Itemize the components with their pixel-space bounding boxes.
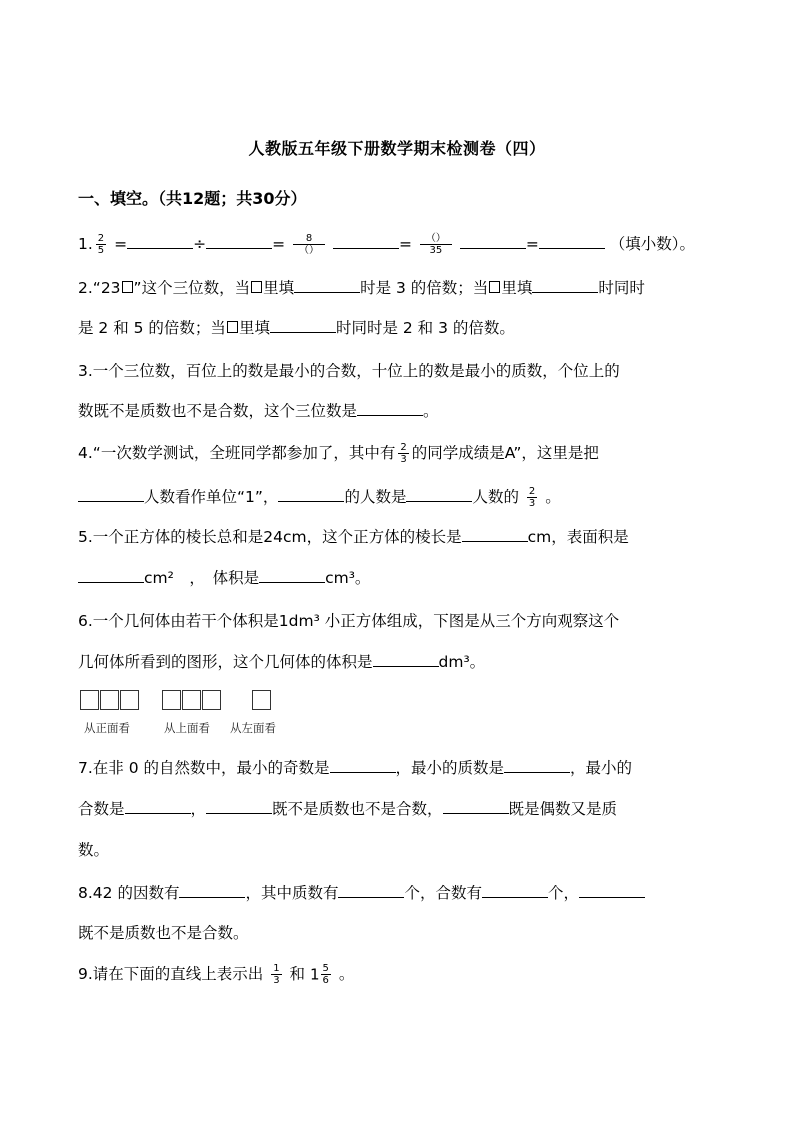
answer-blank[interactable] <box>330 756 396 773</box>
answer-blank[interactable] <box>78 566 144 583</box>
question-7-line-1: 7.在非 0 的自然数中，最小的奇数是 ，最小的质数是 ，最小的 <box>78 756 728 780</box>
fraction: $\frac{2}{5}$ <box>97 233 105 256</box>
question-5-line-2: cm² ， 体积是 cm³。 <box>78 566 728 590</box>
question-2-line-1: 2.“23 ”这个三位数，当 里填 时是 3 的倍数；当 里填 时同时 <box>78 276 728 300</box>
fraction: $\frac{2}{3}$ <box>400 442 407 465</box>
page-title: 人教版五年级下册数学期末检测卷（四） <box>248 139 546 158</box>
answer-blank[interactable] <box>125 797 191 814</box>
question-1: 1. $\frac{2}{5}$ = ÷ = $\frac{8}{()}$ = $\frac{()}{35}$ = （填小数）。 <box>78 233 696 256</box>
question-2-line-2: 是 2 和 5 的倍数；当 里填 时同时是 2 和 3 的倍数。 <box>78 316 728 340</box>
answer-blank[interactable] <box>373 650 439 667</box>
mixed-number: 1 $\frac{5}{6}$ <box>310 963 329 987</box>
question-4-line-2: 人数看作单位“1”， 的人数是 人数的 $\frac{2}{3}$ 。 <box>78 485 728 509</box>
question-6-line-2: 几何体所看到的图形，这个几何体的体积是 dm³。 <box>78 650 728 674</box>
fraction: $\frac{2}{3}$ <box>528 486 536 509</box>
answer-blank[interactable] <box>579 881 645 898</box>
fraction: $\frac{()}{35}$ <box>420 233 452 256</box>
answer-blank[interactable] <box>504 756 570 773</box>
square <box>120 690 139 710</box>
answer-blank[interactable] <box>270 316 336 333</box>
box-symbol <box>227 321 238 333</box>
question-3-line-1: 3.一个三位数，百位上的数是最小的合数，十位上的数是最小的质数，个位上的 <box>78 362 620 380</box>
answer-blank[interactable] <box>78 485 144 502</box>
question-3-line-2: 数既不是质数也不是合数，这个三位数是 。 <box>78 399 728 423</box>
answer-blank[interactable] <box>179 881 245 898</box>
square <box>162 690 181 710</box>
square <box>80 690 99 710</box>
view-label-front: 从正面看 <box>84 721 130 735</box>
question-7-line-2: 合数是 ， 既不是质数也不是合数， 既是偶数又是质 <box>78 797 728 821</box>
square <box>202 690 221 710</box>
view-label-left: 从左面看 <box>230 721 276 735</box>
answer-blank[interactable] <box>482 881 548 898</box>
answer-blank[interactable] <box>338 881 404 898</box>
answer-blank[interactable] <box>206 797 272 814</box>
question-9: 9.请在下面的直线上表示出 $\frac{1}{3}$ 和 1 $\frac{5}{6}$ 。 <box>78 963 355 987</box>
answer-blank[interactable] <box>532 276 598 293</box>
answer-blank[interactable] <box>539 232 605 249</box>
question-8-line-1: 8.42 的因数有 ，其中质数有 个，合数有 个， <box>78 881 728 905</box>
answer-blank[interactable] <box>294 276 360 293</box>
section-heading: 一、填空。（共12题；共30分） <box>78 189 307 208</box>
question-5-line-1: 5.一个正方体的棱长总和是24cm，这个正方体的棱长是 cm，表面积是 <box>78 525 728 549</box>
question-7-line-3: 数。 <box>78 841 110 859</box>
box-symbol <box>122 281 133 293</box>
answer-blank[interactable] <box>278 485 344 502</box>
answer-blank[interactable] <box>460 232 526 249</box>
answer-blank[interactable] <box>206 232 272 249</box>
view-label-top: 从上面看 <box>164 721 210 735</box>
square <box>252 690 271 710</box>
fraction: $\frac{8}{()}$ <box>293 233 325 256</box>
answer-blank[interactable] <box>127 232 193 249</box>
question-8-line-2: 既不是质数也不是合数。 <box>78 924 249 942</box>
three-view-figure <box>80 690 310 736</box>
question-4-line-1: 4.“一次数学测试，全班同学都参加了，其中有 $\frac{2}{3}$ 的同学成绩是A”，这里是把 <box>78 442 599 465</box>
answer-blank[interactable] <box>333 232 399 249</box>
answer-blank[interactable] <box>443 797 509 814</box>
answer-blank[interactable] <box>406 485 472 502</box>
box-symbol <box>489 281 500 293</box>
square <box>182 690 201 710</box>
question-6-line-1: 6.一个几何体由若干个体积是1dm³ 小正方体组成，下图是从三个方向观察这个 <box>78 612 620 630</box>
fraction: $\frac{1}{3}$ <box>273 963 280 986</box>
answer-blank[interactable] <box>259 566 325 583</box>
square <box>100 690 119 710</box>
answer-blank[interactable] <box>357 399 423 416</box>
box-symbol <box>251 281 262 293</box>
answer-blank[interactable] <box>462 525 528 542</box>
